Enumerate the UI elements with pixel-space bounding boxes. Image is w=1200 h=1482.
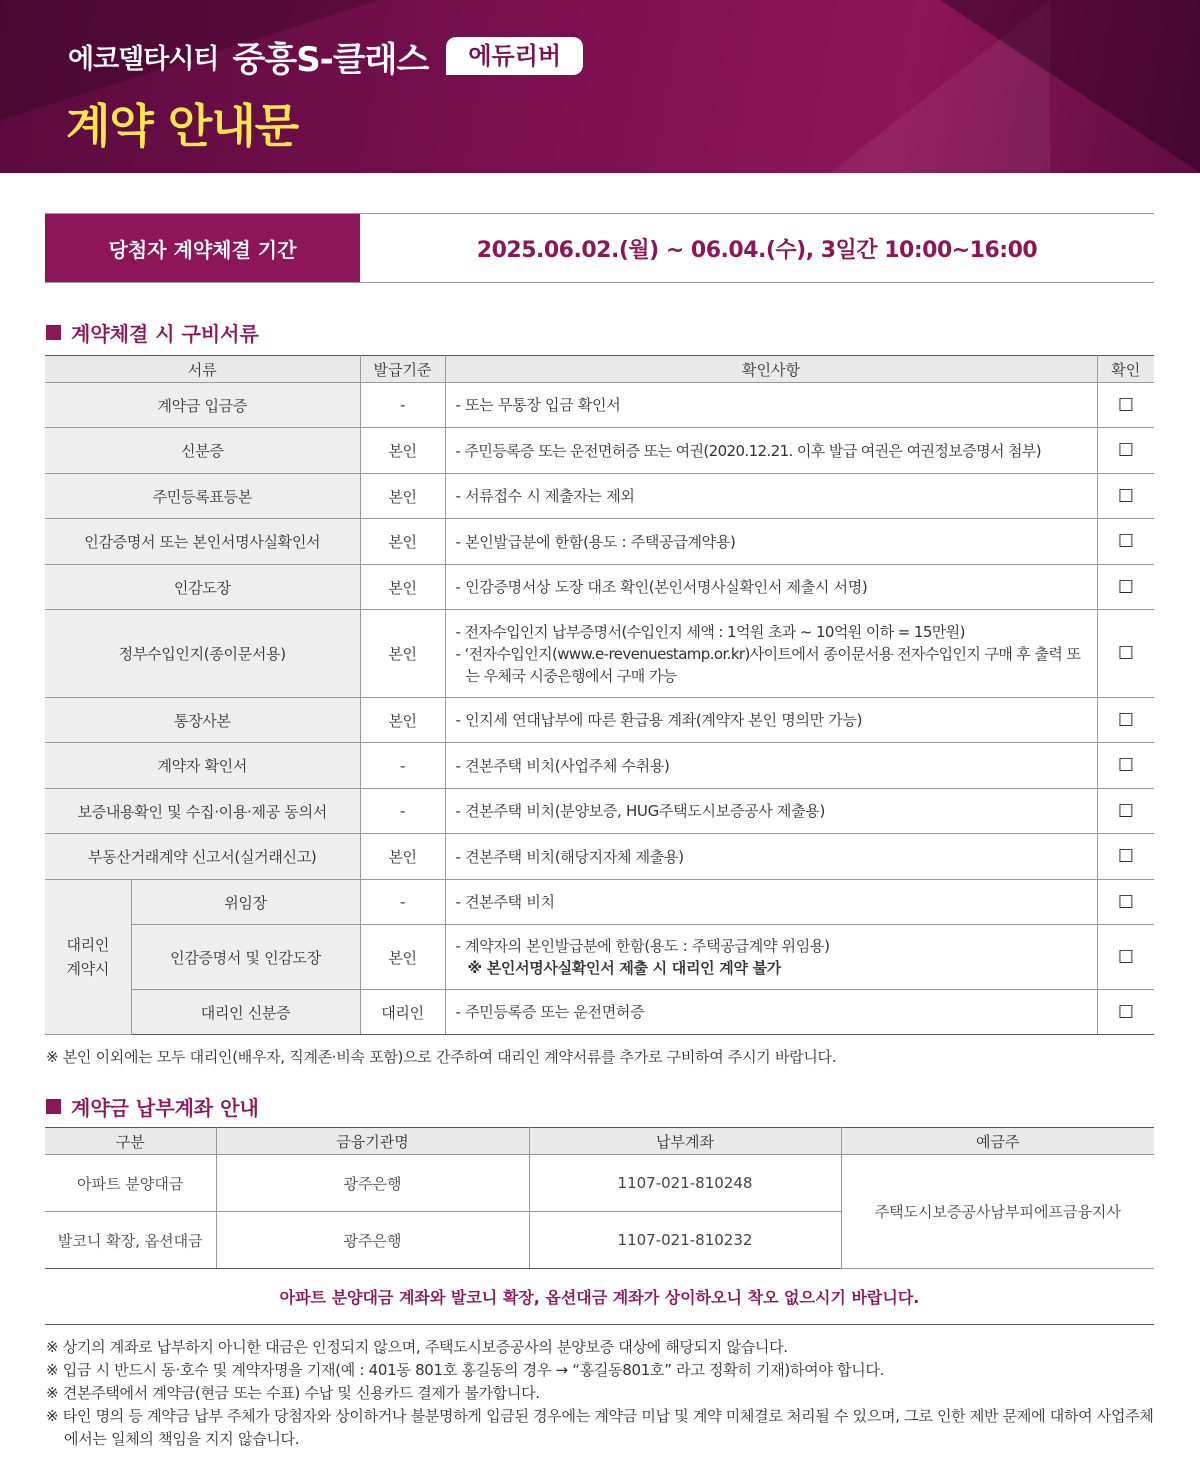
checkbox[interactable]: ☐ [1097,990,1154,1035]
doc-info: - 또는 무통장 입금 확인서 [445,383,1097,428]
doc-info: - 본인발급분에 한함(용도 : 주택공급계약용) [445,519,1097,565]
checkbox[interactable]: ☐ [1097,428,1154,474]
checkbox[interactable]: ☐ [1097,610,1154,698]
account-type: 아파트 분양대금 [45,1155,216,1212]
table-row [45,880,1154,925]
doc-name: 주민등록표등본 [45,474,360,519]
footnotes [46,1336,1154,1451]
table-row [45,698,1154,743]
doc-info: - 전자수입인지 납부증명서(수입인지 세액 : 1억원 초과 ~ 10억원 이하 = 15만원) - ‘전자수입인지(www.e-revenuestamp.or.kr)사이트에서 종이문서용 전자수입인지 구매 후 출력 또는 우체국 시중은행에서 구매 가능 [445,610,1097,698]
doc-name: 인감증명서 및 인감도장 [131,925,360,990]
doc-info: - 인감증명서상 도장 대조 확인(본인서명사실확인서 제출시 서명) [445,565,1097,610]
account-bank: 광주은행 [216,1212,529,1269]
checkbox[interactable]: ☐ [1097,383,1154,428]
col-doc: 서류 [45,356,360,383]
doc-info: - 서류접수 시 제출자는 제외 [445,474,1097,519]
account-section-title [46,1092,259,1121]
checkbox[interactable]: ☐ [1097,565,1154,610]
doc-std: 본인 [360,834,445,880]
checkbox[interactable]: ☐ [1097,698,1154,743]
doc-std: 본인 [360,428,445,474]
doc-info: - 견본주택 비치(사업주체 수취용) [445,743,1097,789]
doc-std: 본인 [360,925,445,990]
brand-row [68,30,583,82]
doc-info: - 인지세 연대납부에 따른 환급용 계좌(계약자 본인 명의만 가능) [445,698,1097,743]
account-number: 1107-021-810232 [529,1212,841,1269]
proxy-group-label: 대리인 계약시 [45,880,131,1035]
checkbox[interactable]: ☐ [1097,519,1154,565]
doc-std: - [360,880,445,925]
checkbox[interactable]: ☐ [1097,789,1154,834]
account-holder: 주택도시보증공사남부피에프금융지사 [841,1155,1154,1269]
doc-std: - [360,789,445,834]
brand-prefix: 에코델타시티 [68,43,219,75]
docs-table [45,355,1154,1035]
doc-std: - [360,383,445,428]
docs-section-title [46,318,259,347]
checkbox[interactable]: ☐ [1097,743,1154,789]
docs-header-row [45,356,1154,383]
period-label: 당첨자 계약체결 기간 [45,214,360,282]
table-row [45,519,1154,565]
footnote: ※ 견본주택에서 계약금(현금 또는 수표) 수납 및 신용카드 결제가 불가합니다. [46,1384,540,1402]
doc-name: 인감도장 [45,565,360,610]
contract-period [45,213,1154,283]
col-info: 확인사항 [445,356,1097,383]
doc-std: 대리인 [360,990,445,1035]
table-row [45,834,1154,880]
doc-name: 통장사본 [45,698,360,743]
table-row [45,474,1154,519]
docs-section-title-text: 계약체결 시 구비서류 [71,322,259,346]
doc-info: - 주민등록증 또는 운전면허증 또는 여권(2020.12.21. 이후 발급 여권은 여권정보증명서 첨부) [445,428,1097,474]
doc-std: - [360,743,445,789]
doc-name: 부동산거래계약 신고서(실거래신고) [45,834,360,880]
doc-name: 계약자 확인서 [45,743,360,789]
table-row [45,1155,1154,1212]
period-value: 2025.06.02.(월) ~ 06.04.(수), 3일간 10:00~16:00 [476,237,1038,263]
table-row [45,610,1154,698]
doc-info: - 주민등록증 또는 운전면허증 [445,990,1097,1035]
divider [45,1324,1154,1325]
doc-name: 위임장 [131,880,360,925]
square-bullet-icon [46,1099,61,1114]
doc-name: 정부수입인지(종이문서용) [45,610,360,698]
doc-info: - 견본주택 비치 [445,880,1097,925]
account-type: 발코니 확장, 옵션대금 [45,1212,216,1269]
table-row [45,383,1154,428]
col-account: 납부계좌 [529,1128,841,1155]
page-title: 계약 안내문 [66,99,299,153]
doc-std: 본인 [360,519,445,565]
account-header-row [45,1128,1154,1155]
checkbox[interactable]: ☐ [1097,834,1154,880]
doc-info: - 견본주택 비치(분양보증, HUG주택도시보증공사 제출용) [445,789,1097,834]
table-row [45,789,1154,834]
account-table [45,1127,1154,1269]
table-row [45,565,1154,610]
checkbox[interactable]: ☐ [1097,474,1154,519]
header-banner [0,0,1200,173]
col-type: 구분 [45,1128,216,1155]
doc-info: - 계약자의 본인발급분에 한함(용도 : 주택공급계약 위임용) ※ 본인서명사실확인서 제출 시 대리인 계약 불가 [445,925,1097,990]
checkbox[interactable]: ☐ [1097,880,1154,925]
proxy-emphasis: ※ 본인서명사실확인서 제출 시 대리인 계약 불가 [467,959,781,977]
doc-std: 본인 [360,698,445,743]
col-std: 발급기준 [360,356,445,383]
col-check: 확인 [1097,356,1154,383]
footnote: ※ 타인 명의 등 계약금 납부 주체가 당첨자와 상이하거나 불분명하게 입금된 경우에는 계약금 미납 및 계약 미체결로 처리될 수 있으며, 그로 인한 제반 문제에 대하여 사업주체에서는 일체의 책임을 지지 않습니다. [46,1407,1154,1448]
doc-name: 신분증 [45,428,360,474]
doc-name: 보증내용확인 및 수집·이용·제공 동의서 [45,789,360,834]
docs-note: ※ 본인 이외에는 모두 대리인(배우자, 직계존·비속 포함)으로 간주하여 대리인 계약서류를 추가로 구비하여 주시기 바랍니다. [46,1048,837,1066]
brand-badge: 에듀리버 [446,37,583,75]
doc-name: 계약금 입금증 [45,383,360,428]
footnote: ※ 입금 시 반드시 동·호수 및 계약자명을 기재(예 : 401동 801호 홍길동의 경우 → “홍길동801호” 라고 정확히 기재)하여야 합니다. [46,1361,885,1379]
account-bank: 광주은행 [216,1155,529,1212]
square-bullet-icon [46,325,61,340]
table-row [45,743,1154,789]
table-row [45,925,1154,990]
doc-std: 본인 [360,610,445,698]
doc-name: 인감증명서 또는 본인서명사실확인서 [45,519,360,565]
brand-name: 중흥S-클래스 [232,39,429,80]
doc-std: 본인 [360,474,445,519]
doc-info: - 견본주택 비치(해당지자체 제출용) [445,834,1097,880]
account-section-title-text: 계약금 납부계좌 안내 [71,1096,259,1120]
account-number: 1107-021-810248 [529,1155,841,1212]
doc-std: 본인 [360,565,445,610]
table-row [45,428,1154,474]
doc-name: 대리인 신분증 [131,990,360,1035]
account-warning: 아파트 분양대금 계좌와 발코니 확장, 옵션대금 계좌가 상이하오니 착오 없으시기 바랍니다. [279,1288,920,1307]
footnote: ※ 상기의 계좌로 납부하지 아니한 대금은 인정되지 않으며, 주택도시보증공사의 분양보증 대상에 해당되지 않습니다. [46,1338,788,1356]
checkbox[interactable]: ☐ [1097,925,1154,990]
col-holder: 예금주 [841,1128,1154,1155]
table-row [45,990,1154,1035]
col-bank: 금융기관명 [216,1128,529,1155]
